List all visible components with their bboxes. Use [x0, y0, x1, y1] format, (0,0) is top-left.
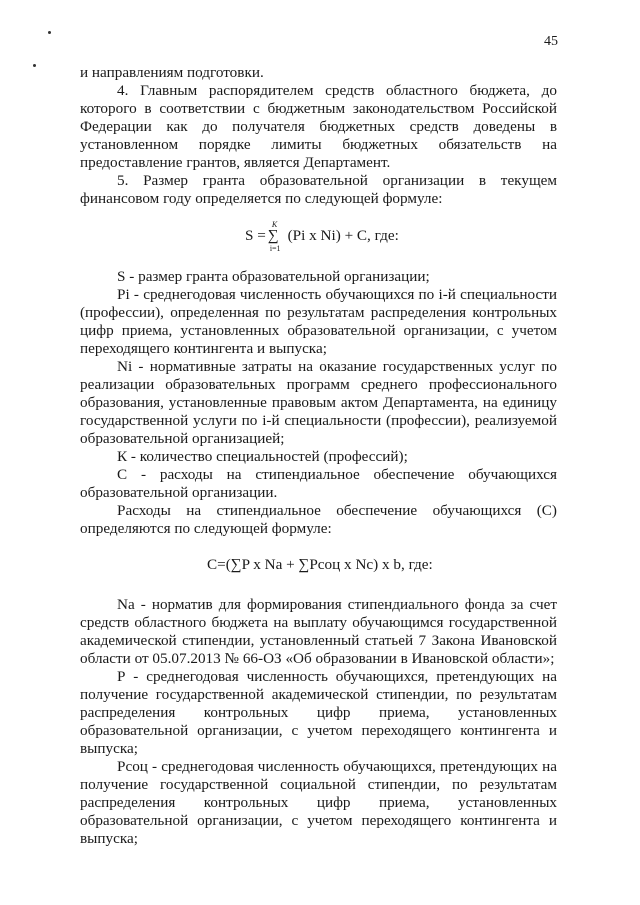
definition-s: S - размер гранта образовательной организации;	[117, 268, 430, 285]
paragraph-line: получение государственной социальной стипендии, по результатам	[80, 776, 557, 793]
grant-formula	[245, 220, 399, 253]
paragraph-line: выпуска;	[80, 830, 138, 847]
paragraph-line: средств областного бюджета на выплату обучающимся государственной	[80, 614, 557, 631]
paragraph-line: образовательной организацией;	[80, 430, 285, 447]
sum-sign: ∑	[267, 227, 279, 244]
paragraph-line: С - расходы на стипендиальное обеспечение обучающихся	[117, 466, 557, 483]
paragraph-line: государственной услуги по i-й специальности (профессии), реализуемой	[80, 412, 557, 429]
paragraph-line: Рсоц - среднегодовая численность обучающихся, претендующих на	[117, 758, 557, 775]
paragraph-line: которого в соответствии с бюджетным законодательством Российской	[80, 100, 557, 117]
paragraph-line: области от 05.07.2013 № 66-ОЗ «Об образовании в Ивановской области»;	[80, 650, 555, 667]
sum-symbol	[267, 220, 282, 253]
sum-upper-limit: K	[271, 220, 278, 229]
formula-right: (Pi x Ni) + C, где:	[287, 227, 399, 244]
sum-lower-limit: i=1	[269, 244, 281, 253]
paragraph-line: Ni - нормативные затраты на оказание государственных услуг по	[117, 358, 557, 375]
paragraph-line: образовательной организации, с учетом переходящего контингента и	[80, 722, 557, 739]
paragraph-line: 4. Главным распорядителем средств областного бюджета, до	[117, 82, 557, 99]
paragraph-line: Расходы на стипендиальное обеспечение обучающихся (С)	[117, 502, 557, 519]
paragraph-line: установленном порядке лимиты бюджетных обязательств на	[80, 136, 557, 153]
paragraph-line: Na - норматив для формирования стипендиального фонда за счет	[117, 596, 557, 613]
paragraph-line: определяются по следующей формуле:	[80, 520, 332, 537]
page-number: 45	[544, 34, 558, 49]
paragraph-line: распределения контрольных цифр приема, установленных	[80, 794, 557, 811]
paragraph-line: Р - среднегодовая численность обучающихся, претендующих на	[117, 668, 557, 685]
paragraph-line: и направлениям подготовки.	[80, 64, 264, 81]
paragraph-line: 5. Размер гранта образовательной организации в текущем	[117, 172, 557, 189]
scan-speck	[33, 64, 36, 67]
paragraph-line: распределения контрольных цифр приема, установленных	[80, 704, 557, 721]
paragraph-line: предоставление грантов, является Департамент.	[80, 154, 391, 171]
paragraph-line: реализации образовательных программ среднего профессионального	[80, 376, 557, 393]
paragraph-line: Pi - среднегодовая численность обучающихся по i-й специальности	[117, 286, 557, 303]
definition-k: К - количество специальностей (профессий);	[117, 448, 408, 465]
paragraph-line: (профессии), определенная по результатам распределения контрольных	[80, 304, 557, 321]
paragraph-line: образования, установленные правовым актом Департамента, на единицу	[80, 394, 557, 411]
paragraph-line: цифр приема, установленных образовательной организации, с учетом	[80, 322, 557, 339]
paragraph-line: получение государственной академической стипендии, по результатам	[80, 686, 557, 703]
stipend-formula: C=(∑P x Na + ∑Pсоц x Nc) x b, где:	[207, 556, 433, 573]
paragraph-line: Федерации как до получателя бюджетных средств доведены в	[80, 118, 557, 135]
paragraph-line: финансовом году определяется по следующей формуле:	[80, 190, 443, 207]
paragraph-line: образовательной организации, с учетом переходящего контингента и	[80, 812, 557, 829]
paragraph-line: переходящего контингента и выпуска;	[80, 340, 327, 357]
paragraph-line: академической стипендии, установленный статьей 7 Закона Ивановской	[80, 632, 557, 649]
paragraph-line: выпуска;	[80, 740, 138, 757]
paragraph-line: образовательной организации.	[80, 484, 278, 501]
scan-speck	[48, 31, 51, 34]
formula-left: S =	[245, 227, 266, 244]
